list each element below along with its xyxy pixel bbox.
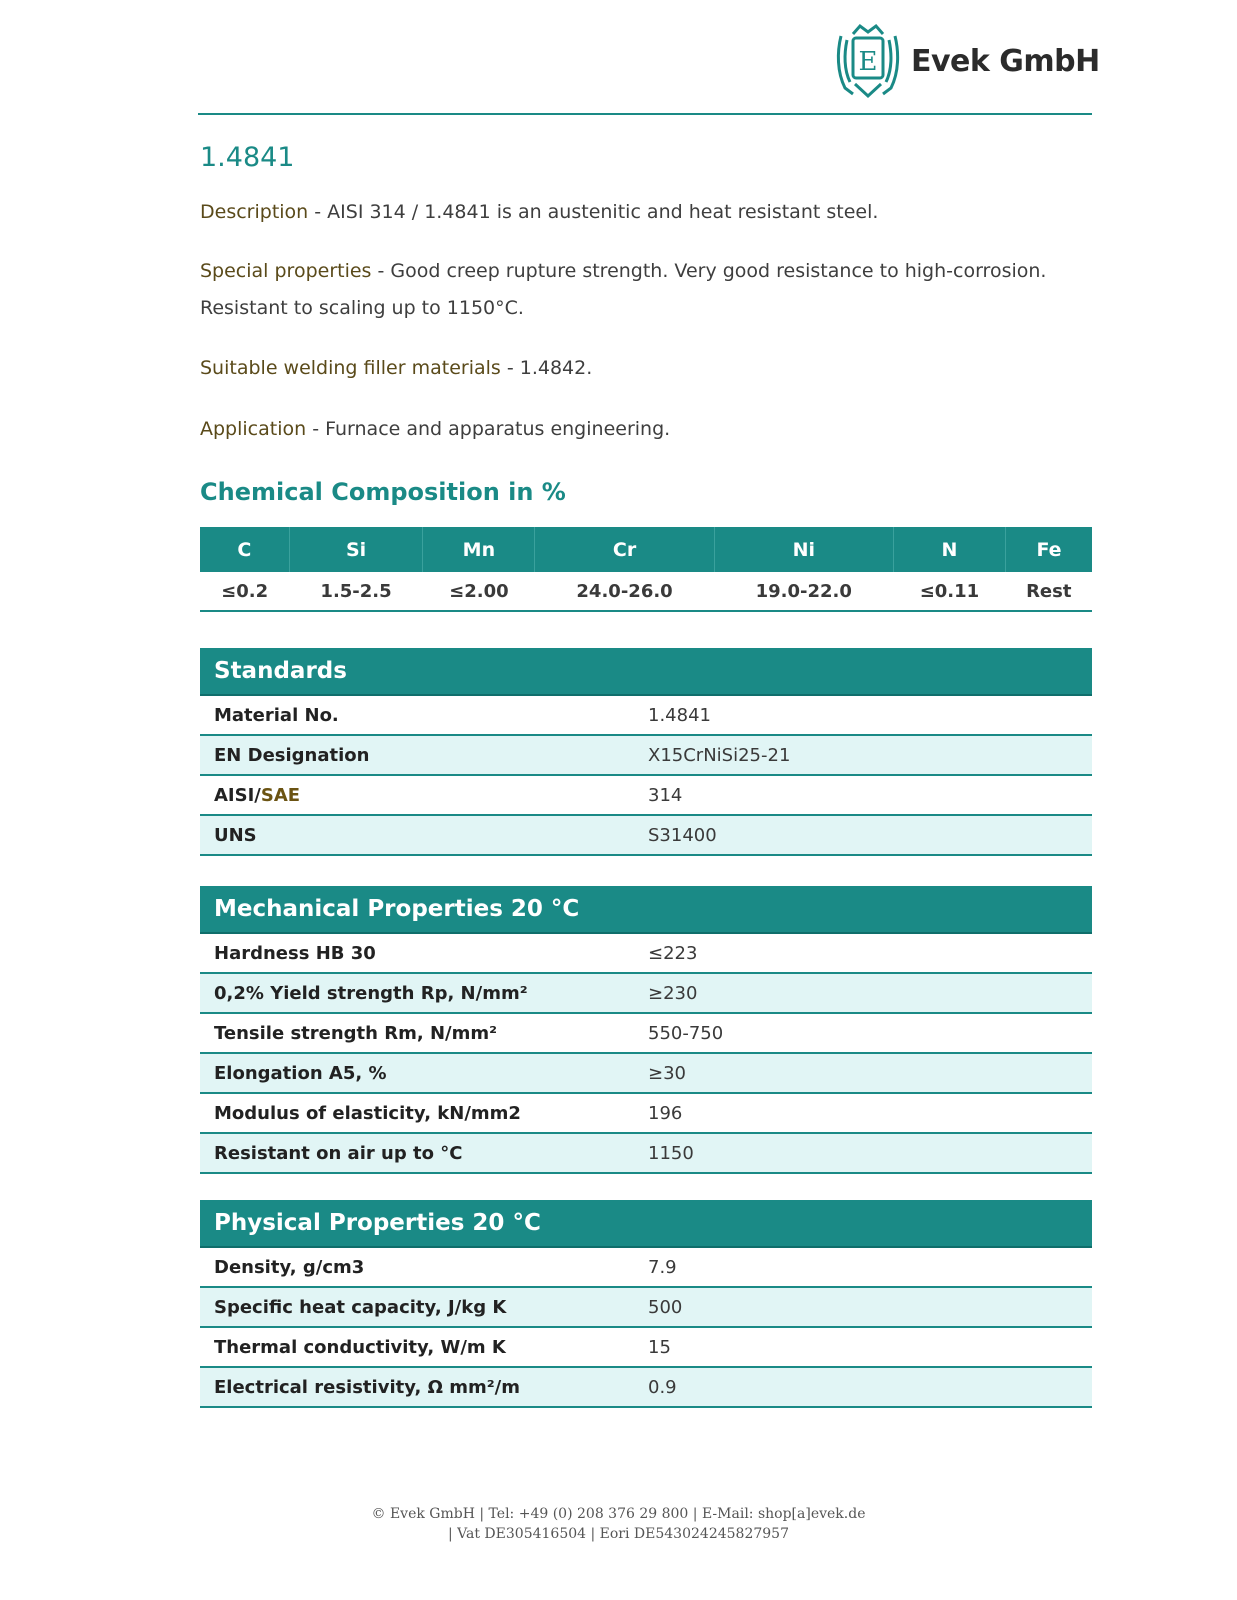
special-properties-paragraph	[200, 253, 1092, 327]
standards-key: EN Designation	[200, 735, 647, 775]
chem-value: Rest	[1006, 572, 1092, 611]
standards-key: Material No.	[200, 695, 647, 735]
physical-value: 500	[647, 1287, 1092, 1327]
description-label: Description	[200, 201, 309, 223]
mechanical-properties-table	[200, 886, 1092, 1174]
chem-header: Fe	[1006, 527, 1092, 572]
chem-header: Cr	[535, 527, 714, 572]
table-row	[200, 695, 1092, 735]
table-row	[200, 1287, 1092, 1327]
standards-key: UNS	[200, 815, 647, 855]
page-footer	[0, 1504, 1237, 1544]
standards-value: 1.4841	[647, 695, 1092, 735]
application-text: - Furnace and apparatus engineering.	[306, 418, 671, 440]
standards-table	[200, 648, 1092, 856]
chemical-composition-table	[200, 527, 1092, 612]
chem-header: Mn	[423, 527, 535, 572]
chem-header: C	[200, 527, 289, 572]
chem-value: ≤0.2	[200, 572, 289, 611]
chem-value: ≤0.11	[893, 572, 1005, 611]
physical-value: 7.9	[647, 1247, 1092, 1287]
special-properties-text-2: Resistant to scaling up to 1150°C.	[200, 297, 524, 319]
mechanical-key: 0,2% Yield strength Rp, N/mm²	[200, 973, 647, 1013]
mechanical-value: 1150	[647, 1133, 1092, 1173]
chemical-composition-title: Chemical Composition in %	[200, 478, 566, 506]
special-properties-label: Special properties	[200, 260, 372, 282]
physical-key: Density, g/cm3	[200, 1247, 647, 1287]
table-row	[200, 1013, 1092, 1053]
company-logo	[833, 22, 1100, 100]
physical-key: Electrical resistivity, Ω mm²/m	[200, 1367, 647, 1407]
application-label: Application	[200, 418, 307, 440]
chem-header: N	[893, 527, 1005, 572]
mechanical-key: Elongation A5, %	[200, 1053, 647, 1093]
physical-title: Physical Properties 20 °C	[200, 1200, 1092, 1247]
mechanical-key: Resistant on air up to °C	[200, 1133, 647, 1173]
mechanical-key: Modulus of elasticity, kN/mm2	[200, 1093, 647, 1133]
physical-properties-table	[200, 1200, 1092, 1408]
mechanical-value: ≥230	[647, 973, 1092, 1013]
company-name: Evek GmbH	[911, 43, 1100, 79]
mechanical-value: 550-750	[647, 1013, 1092, 1053]
table-row	[200, 1053, 1092, 1093]
welding-label: Suitable welding filler materials	[200, 357, 501, 379]
welding-paragraph	[200, 350, 1092, 387]
footer-line-tax: | Vat DE305416504 | Eori DE543024245827957	[448, 1526, 789, 1542]
mechanical-key: Tensile strength Rm, N/mm²	[200, 1013, 647, 1053]
description-paragraph	[200, 194, 1092, 231]
standards-value: 314	[647, 775, 1092, 815]
application-paragraph	[200, 411, 1092, 448]
mechanical-value: ≤223	[647, 933, 1092, 973]
physical-value: 0.9	[647, 1367, 1092, 1407]
table-row	[200, 933, 1092, 973]
table-row	[200, 735, 1092, 775]
physical-key: Specific heat capacity, J/kg K	[200, 1287, 647, 1327]
special-properties-text: - Good creep rupture strength. Very good resistance to high-corrosion.	[371, 260, 1047, 282]
standards-title: Standards	[200, 648, 1092, 695]
footer-line-contact: © Evek GmbH | Tel: +49 (0) 208 376 29 800 | E-Mail: shop[a]evek.de	[371, 1506, 866, 1522]
table-row	[200, 1133, 1092, 1173]
table-row	[200, 1247, 1092, 1287]
header-divider	[198, 113, 1092, 115]
mechanical-value: 196	[647, 1093, 1092, 1133]
standards-key	[200, 775, 647, 815]
mechanical-value: ≥30	[647, 1053, 1092, 1093]
welding-text: - 1.4842.	[500, 357, 593, 379]
chem-value: 24.0-26.0	[535, 572, 714, 611]
table-row	[200, 1367, 1092, 1407]
chem-header: Ni	[714, 527, 893, 572]
svg-text:E: E	[858, 47, 878, 77]
crest-logo-icon	[833, 22, 903, 100]
mechanical-title: Mechanical Properties 20 °C	[200, 886, 1092, 933]
chem-value: 1.5-2.5	[289, 572, 423, 611]
chemical-value-row	[200, 572, 1092, 611]
table-row	[200, 1327, 1092, 1367]
standards-key-part: SAE	[260, 784, 301, 806]
table-row	[200, 1093, 1092, 1133]
table-row	[200, 973, 1092, 1013]
document-title: 1.4841	[200, 142, 295, 173]
chem-value: 19.0-22.0	[714, 572, 893, 611]
table-row	[200, 775, 1092, 815]
standards-value: S31400	[647, 815, 1092, 855]
standards-key-part: AISI/	[214, 784, 261, 806]
table-row	[200, 815, 1092, 855]
chemical-header-row	[200, 527, 1092, 572]
physical-value: 15	[647, 1327, 1092, 1367]
mechanical-key: Hardness HB 30	[200, 933, 647, 973]
standards-value: X15CrNiSi25-21	[647, 735, 1092, 775]
chem-value: ≤2.00	[423, 572, 535, 611]
physical-key: Thermal conductivity, W/m K	[200, 1327, 647, 1367]
description-text: - AISI 314 / 1.4841 is an austenitic and heat resistant steel.	[308, 201, 879, 223]
chem-header: Si	[289, 527, 423, 572]
